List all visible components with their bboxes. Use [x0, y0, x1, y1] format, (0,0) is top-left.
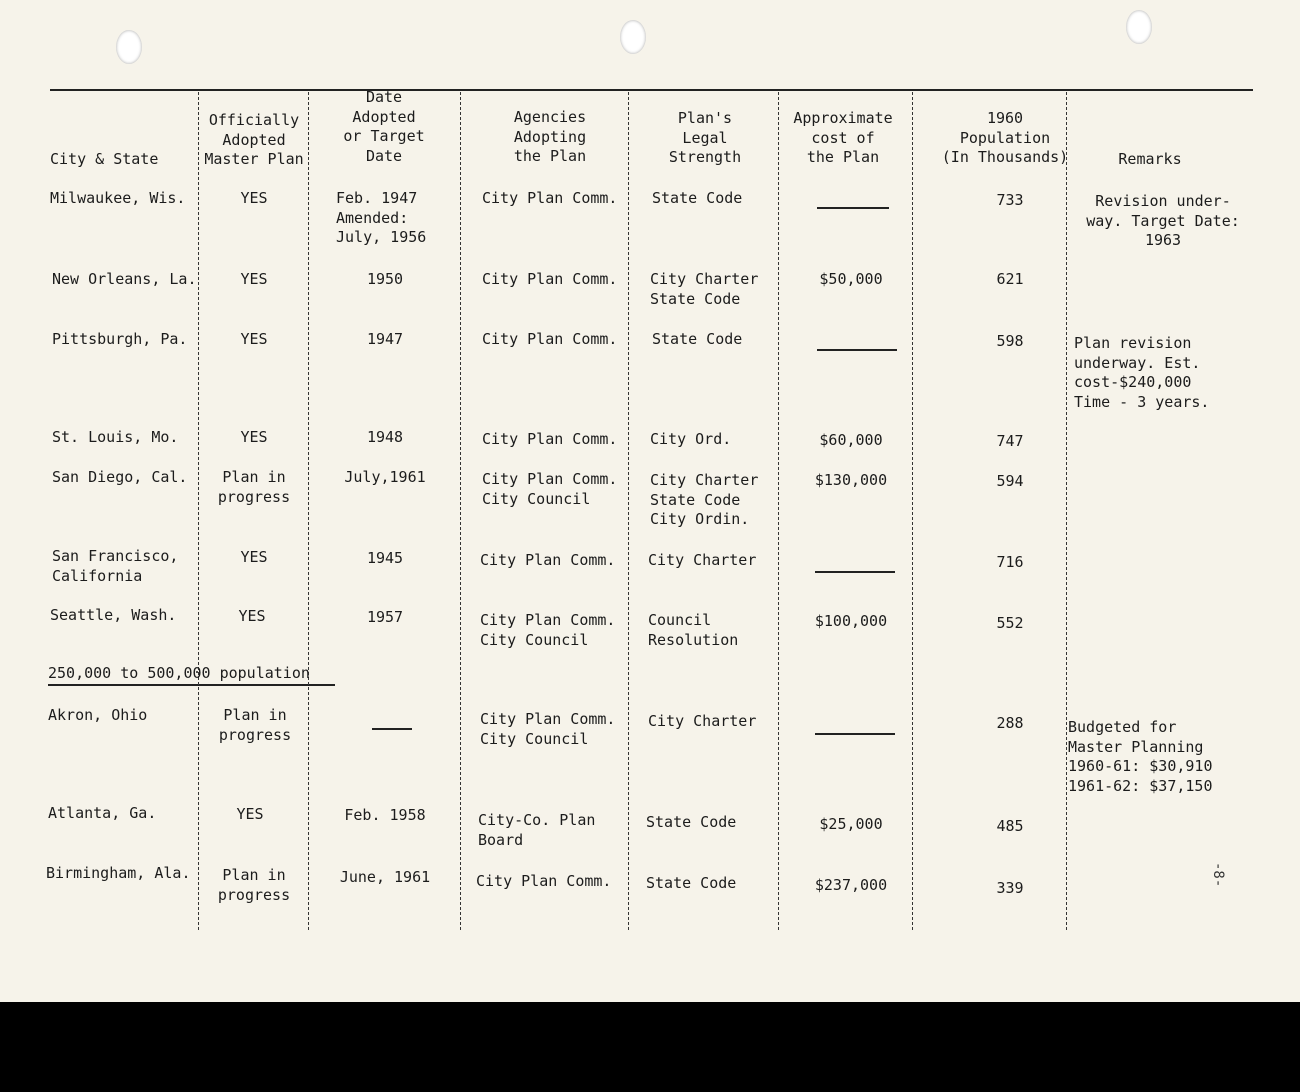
cost-blank-line: [817, 207, 889, 209]
cell-date: 1948: [366, 428, 404, 446]
cell-agencies: City Plan Comm. City Council: [480, 611, 616, 649]
cell-legal: State Code: [652, 330, 743, 348]
column-divider: [308, 92, 309, 930]
header-cost: Approximate cost of the Plan: [793, 109, 893, 166]
header-remarks: Remarks: [1118, 150, 1182, 168]
cell-adopted: Plan in progress: [217, 468, 291, 506]
cost-blank-line: [815, 571, 895, 573]
cell-cost: $25,000: [819, 815, 883, 833]
table-top-rule: [50, 89, 1253, 91]
cell-city: Seattle, Wash.: [50, 606, 177, 624]
cell-population: 598: [996, 332, 1024, 350]
cell-population: 339: [996, 879, 1024, 897]
cell-adopted: YES: [236, 805, 264, 823]
cell-remarks: Budgeted for Master Planning 1960-61: $30,910 1961-62: $37,150: [1068, 718, 1213, 795]
column-divider: [778, 92, 779, 930]
cell-agencies: City Plan Comm.: [482, 430, 618, 448]
cell-date: 1957: [366, 608, 404, 626]
cell-population: 594: [996, 472, 1024, 490]
column-divider: [912, 92, 913, 930]
header-city: City & State: [50, 150, 159, 168]
cell-legal: State Code: [652, 189, 743, 207]
cell-city: San Diego, Cal.: [52, 468, 188, 486]
cell-legal: State Code: [646, 874, 737, 892]
cell-population: 733: [996, 191, 1024, 209]
cell-agencies: City Plan Comm.: [482, 270, 618, 288]
date-blank-line: [372, 728, 412, 730]
cell-cost: $130,000: [814, 471, 888, 489]
cell-population: 288: [996, 714, 1024, 732]
cell-agencies: City-Co. Plan Board: [478, 811, 596, 849]
cell-city: Atlanta, Ga.: [48, 804, 157, 822]
column-divider: [1066, 92, 1067, 930]
header-date: Date Adopted or Target Date: [343, 88, 425, 165]
cell-date: 1945: [366, 549, 404, 567]
cell-legal: State Code: [646, 813, 737, 831]
cell-population: 552: [996, 614, 1024, 632]
cell-agencies: City Plan Comm. City Council: [482, 470, 618, 508]
header-population: 1960 Population (In Thousands): [941, 109, 1069, 166]
cell-cost: $60,000: [819, 431, 883, 449]
cell-adopted: YES: [240, 548, 268, 566]
cell-adopted: Plan in progress: [217, 866, 291, 904]
cell-population: 485: [996, 817, 1024, 835]
cell-agencies: City Plan Comm.: [480, 551, 616, 569]
cell-cost: $237,000: [814, 876, 888, 894]
cell-city: New Orleans, La.: [52, 270, 197, 288]
cell-date: June, 1961: [339, 868, 431, 886]
cell-cost: $100,000: [814, 612, 888, 630]
cell-legal: City Ord.: [650, 430, 732, 448]
cell-city: Pittsburgh, Pa.: [52, 330, 188, 348]
cell-agencies: City Plan Comm. City Council: [480, 710, 616, 748]
cell-population: 747: [996, 432, 1024, 450]
page-number: -8-: [1210, 862, 1226, 888]
cell-legal: City Charter: [648, 551, 757, 569]
column-divider: [460, 92, 461, 930]
punch-hole: [1126, 10, 1152, 44]
cell-date: 1947: [366, 330, 404, 348]
cell-adopted: YES: [240, 189, 268, 207]
punch-hole: [620, 20, 646, 54]
cell-population: 716: [996, 553, 1024, 571]
cell-city: San Francisco, California: [52, 547, 179, 585]
punch-hole: [116, 30, 142, 64]
section-label: 250,000 to 500,000 population: [48, 664, 310, 682]
cell-city: St. Louis, Mo.: [52, 428, 179, 446]
cell-legal: City Charter State Code: [650, 270, 759, 308]
header-adopted: Officially Adopted Master Plan: [204, 111, 304, 168]
cell-adopted: YES: [238, 607, 266, 625]
column-divider: [628, 92, 629, 930]
cell-date: Feb. 1958: [344, 806, 426, 824]
cell-cost: $50,000: [819, 270, 883, 288]
cell-agencies: City Plan Comm.: [482, 189, 618, 207]
cell-adopted: YES: [240, 428, 268, 446]
cell-adopted: YES: [240, 330, 268, 348]
header-legal: Plan's Legal Strength: [668, 109, 742, 166]
cell-adopted: Plan in progress: [218, 706, 292, 744]
cell-city: Akron, Ohio: [48, 706, 148, 724]
cell-adopted: YES: [240, 270, 268, 288]
cell-legal: Council Resolution: [648, 611, 739, 649]
cell-city: Birmingham, Ala.: [46, 864, 191, 882]
cell-date: 1950: [366, 270, 404, 288]
section-underline: [48, 684, 335, 686]
cell-remarks: Plan revision underway. Est. cost-$240,000 Time - 3 years.: [1074, 334, 1210, 411]
cell-legal: City Charter: [648, 712, 757, 730]
cost-blank-line: [815, 733, 895, 735]
cell-date: July,1961: [344, 468, 426, 486]
cell-city: Milwaukee, Wis.: [50, 189, 186, 207]
cell-agencies: City Plan Comm.: [476, 872, 612, 890]
cell-agencies: City Plan Comm.: [482, 330, 618, 348]
cell-population: 621: [996, 270, 1024, 288]
cell-legal: City Charter State Code City Ordin.: [650, 471, 759, 528]
cost-blank-line: [817, 349, 897, 351]
cell-remarks: Revision under- way. Target Date: 1963: [1086, 192, 1240, 249]
bottom-black-band: [0, 1002, 1300, 1092]
cell-date: Feb. 1947 Amended: July, 1956: [336, 189, 427, 246]
header-agencies: Agencies Adopting the Plan: [513, 108, 587, 165]
